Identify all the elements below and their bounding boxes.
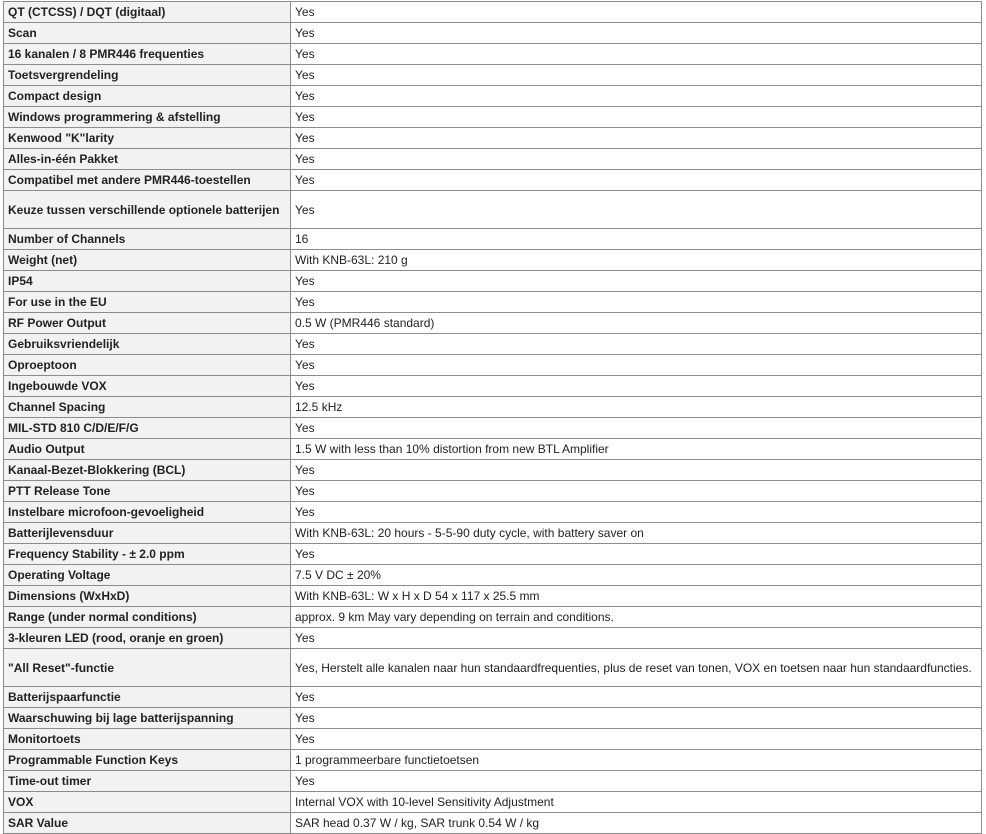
table-row [4, 191, 982, 229]
table-row [4, 792, 982, 813]
spec-label: RF Power Output [4, 313, 291, 334]
table-row [4, 2, 982, 23]
table-row [4, 44, 982, 65]
spec-value: Yes [291, 355, 982, 376]
spec-value: Yes [291, 2, 982, 23]
spec-label: Gebruiksvriendelijk [4, 334, 291, 355]
spec-label: For use in the EU [4, 292, 291, 313]
spec-label: Kenwood "K"larity [4, 128, 291, 149]
spec-label: Number of Channels [4, 229, 291, 250]
spec-label: Compatibel met andere PMR446-toestellen [4, 170, 291, 191]
spec-label: QT (CTCSS) / DQT (digitaal) [4, 2, 291, 23]
spec-value: Yes [291, 334, 982, 355]
spec-label: "All Reset"-functie [4, 649, 291, 687]
table-row [4, 565, 982, 586]
spec-value: Yes [291, 376, 982, 397]
spec-label: Monitortoets [4, 729, 291, 750]
spec-value: Yes [291, 418, 982, 439]
spec-value: Yes [291, 628, 982, 649]
spec-label: Programmable Function Keys [4, 750, 291, 771]
specifications-table [3, 1, 982, 834]
spec-value: Yes [291, 149, 982, 170]
spec-label: Alles-in-één Pakket [4, 149, 291, 170]
spec-value: Yes [291, 65, 982, 86]
spec-value: Yes [291, 107, 982, 128]
spec-label: Operating Voltage [4, 565, 291, 586]
spec-label: Scan [4, 23, 291, 44]
table-row [4, 334, 982, 355]
spec-value: Yes [291, 170, 982, 191]
spec-value: Yes [291, 481, 982, 502]
specifications-table-body [4, 2, 982, 834]
table-row [4, 729, 982, 750]
spec-label: Waarschuwing bij lage batterijspanning [4, 708, 291, 729]
spec-label: Ingebouwde VOX [4, 376, 291, 397]
table-row [4, 813, 982, 834]
spec-value: Yes [291, 502, 982, 523]
table-row [4, 128, 982, 149]
spec-value: 7.5 V DC ± 20% [291, 565, 982, 586]
spec-label: Keuze tussen verschillende optionele batterijen [4, 191, 291, 229]
spec-value: Yes [291, 191, 982, 229]
table-row [4, 418, 982, 439]
table-row [4, 439, 982, 460]
table-row [4, 544, 982, 565]
spec-value: 1 programmeerbare functietoetsen [291, 750, 982, 771]
table-row [4, 607, 982, 628]
spec-label: 3-kleuren LED (rood, oranje en groen) [4, 628, 291, 649]
table-row [4, 271, 982, 292]
table-row [4, 149, 982, 170]
table-row [4, 628, 982, 649]
spec-label: Toetsvergrendeling [4, 65, 291, 86]
spec-value: Internal VOX with 10-level Sensitivity Adjustment [291, 792, 982, 813]
spec-label: Dimensions (WxHxD) [4, 586, 291, 607]
spec-value: approx. 9 km May vary depending on terrain and conditions. [291, 607, 982, 628]
table-row [4, 65, 982, 86]
spec-label: Audio Output [4, 439, 291, 460]
spec-value: Yes [291, 128, 982, 149]
table-row [4, 229, 982, 250]
spec-label: Oproeptoon [4, 355, 291, 376]
spec-label: IP54 [4, 271, 291, 292]
spec-label: PTT Release Tone [4, 481, 291, 502]
spec-value: Yes [291, 271, 982, 292]
spec-value: Yes [291, 23, 982, 44]
spec-label: Range (under normal conditions) [4, 607, 291, 628]
table-row [4, 250, 982, 271]
table-row [4, 355, 982, 376]
spec-value: Yes [291, 708, 982, 729]
spec-value: With KNB-63L: 20 hours - 5-5-90 duty cycle, with battery saver on [291, 523, 982, 544]
spec-label: VOX [4, 792, 291, 813]
spec-value: 12.5 kHz [291, 397, 982, 418]
spec-value: Yes [291, 544, 982, 565]
table-row [4, 586, 982, 607]
spec-label: Frequency Stability - ± 2.0 ppm [4, 544, 291, 565]
spec-value: SAR head 0.37 W / kg, SAR trunk 0.54 W / kg [291, 813, 982, 834]
table-row [4, 502, 982, 523]
table-row [4, 107, 982, 128]
table-row [4, 170, 982, 191]
spec-label: Batterijspaarfunctie [4, 687, 291, 708]
table-row [4, 750, 982, 771]
table-row [4, 397, 982, 418]
table-row [4, 376, 982, 397]
spec-label: Weight (net) [4, 250, 291, 271]
spec-label: SAR Value [4, 813, 291, 834]
table-row [4, 708, 982, 729]
spec-value: Yes, Herstelt alle kanalen naar hun standaardfrequenties, plus de reset van tonen, VOX en toetsen naar hun standaardfuncties. [291, 649, 982, 687]
table-row [4, 460, 982, 481]
spec-value: With KNB-63L: 210 g [291, 250, 982, 271]
table-row [4, 481, 982, 502]
spec-value: Yes [291, 771, 982, 792]
table-row [4, 23, 982, 44]
spec-label: Batterijlevensduur [4, 523, 291, 544]
spec-value: Yes [291, 687, 982, 708]
spec-label: Time-out timer [4, 771, 291, 792]
spec-value: 0.5 W (PMR446 standard) [291, 313, 982, 334]
spec-value: 16 [291, 229, 982, 250]
table-row [4, 523, 982, 544]
spec-label: Windows programmering & afstelling [4, 107, 291, 128]
spec-label: Kanaal-Bezet-Blokkering (BCL) [4, 460, 291, 481]
spec-label: Compact design [4, 86, 291, 107]
spec-value: With KNB-63L: W x H x D 54 x 117 x 25.5 mm [291, 586, 982, 607]
spec-value: Yes [291, 460, 982, 481]
table-row [4, 649, 982, 687]
spec-value: Yes [291, 44, 982, 65]
table-row [4, 86, 982, 107]
spec-label: Instelbare microfoon-gevoeligheid [4, 502, 291, 523]
table-row [4, 313, 982, 334]
spec-label: 16 kanalen / 8 PMR446 frequenties [4, 44, 291, 65]
table-row [4, 687, 982, 708]
spec-value: 1.5 W with less than 10% distortion from new BTL Amplifier [291, 439, 982, 460]
spec-label: MIL-STD 810 C/D/E/F/G [4, 418, 291, 439]
spec-value: Yes [291, 292, 982, 313]
table-row [4, 771, 982, 792]
spec-label: Channel Spacing [4, 397, 291, 418]
spec-value: Yes [291, 729, 982, 750]
table-row [4, 292, 982, 313]
spec-value: Yes [291, 86, 982, 107]
